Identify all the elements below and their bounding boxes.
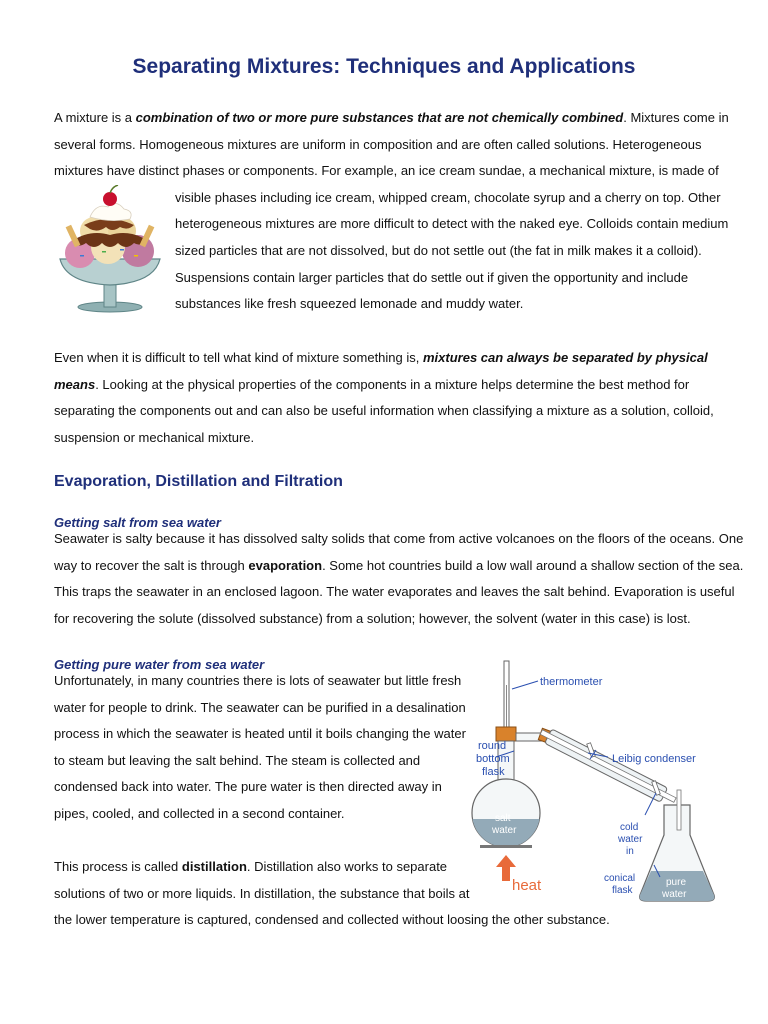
label-heat: heat: [512, 877, 542, 894]
label-salt-water-2: water: [492, 825, 517, 836]
section-heading: Evaporation, Distillation and Filtration: [54, 473, 343, 490]
label-conical-flask-1: conical: [604, 873, 636, 884]
physical-means-emphasis: mixtures can always be separated by physical: [422, 350, 708, 365]
physical-separation-paragraph: Even when it is difficult to tell what kind of mixture something is, mixtures can always be separated by physical means. Looking at the physical properties of the components in a mixture helps determine the best method for separating the components out and can also be useful information when classifying a mixture as a solution, colloid, suspension or mechanical mixture.: [54, 350, 714, 445]
pure-water-subheading: Getting pure water from sea water: [54, 657, 265, 672]
pure-water-paragraph: Unfortunately, in many countries there is lots of seawater but little fresh water for people to drink. The seawater can be purified in a desalination process in which the seawater is heated until it boils changing the water to steam but leaving the salt behind. The steam is collected and condensed back into water. The pure water is then directed away in pipes, cooled, and collected in a second container.: [54, 673, 466, 821]
label-round-flask-3: flask: [482, 766, 505, 778]
ice-cream-sundae-icon: [50, 185, 170, 313]
distillation-paragraph: This process is called distillation. Distillation also works to separate solutions of two or more liquids. In distillation, the substance that boils at the lower temperature is captured, condensed and collected without loosing the other substance.: [54, 859, 610, 928]
label-cold-water-1: cold: [620, 822, 639, 833]
label-leibig-condenser: Leibig condenser: [612, 753, 696, 765]
intro-paragraph: A mixture is a combination of two or more pure substances that are not chemically combined. Mixtures come in several forms. Homogeneous mixtures are uniform in composition and are often called solutions. Heterogeneous mixtures have distinct phases or components. For example, an ice cream sundae, a mechanical mixture, is made of visible phases including ice cream, whipped cream, chocolate syrup and a cherry on top. Other heterogeneous mixtures are more difficult to detect with the naked eye. Colloids contain medium sized particles that are not dissolved, but do not settle out (the fat in milk makes it a colloid). Suspensions contain larger particles that do settle out if given the opportunity and include substances like fresh squeezed lemonade and muddy water.: [54, 110, 729, 312]
label-cold-water-2: water: [618, 834, 643, 845]
label-conical-flask-2: flask: [612, 885, 633, 896]
label-cold-water-3: in: [626, 846, 634, 857]
label-pure-water-1: pure: [666, 877, 687, 888]
label-salt-water-1: salt: [495, 813, 511, 824]
mixture-definition: combination of two or more pure substances that are not chemically combined: [135, 110, 624, 125]
salt-subheading: Getting salt from sea water: [54, 515, 221, 530]
distillation-term: distillation: [181, 859, 247, 874]
distillation-apparatus-icon: [470, 655, 730, 915]
label-pure-water-2: water: [662, 889, 687, 900]
label-thermometer: thermometer: [540, 676, 603, 688]
salt-paragraph: Seawater is salty because it has dissolved salty solids that come from active volcanoes on the floors of the oceans. One way to recover the salt is through evaporation. Some hot countries build a low wall around a shallow section of the sea. This traps the seawater in an enclosed lagoon. The water evaporates and leaves the salt behind. Evaporation is useful for recovering the solute (dissolved substance) from a solution; however, the solvent (water in this case) is lost.: [54, 531, 744, 626]
label-round-flask-2: bottom: [476, 753, 510, 765]
evaporation-term: evaporation: [248, 557, 323, 573]
label-round-flask-1: round: [478, 740, 507, 752]
page-title: Separating Mixtures: Techniques and Applications: [132, 55, 636, 78]
